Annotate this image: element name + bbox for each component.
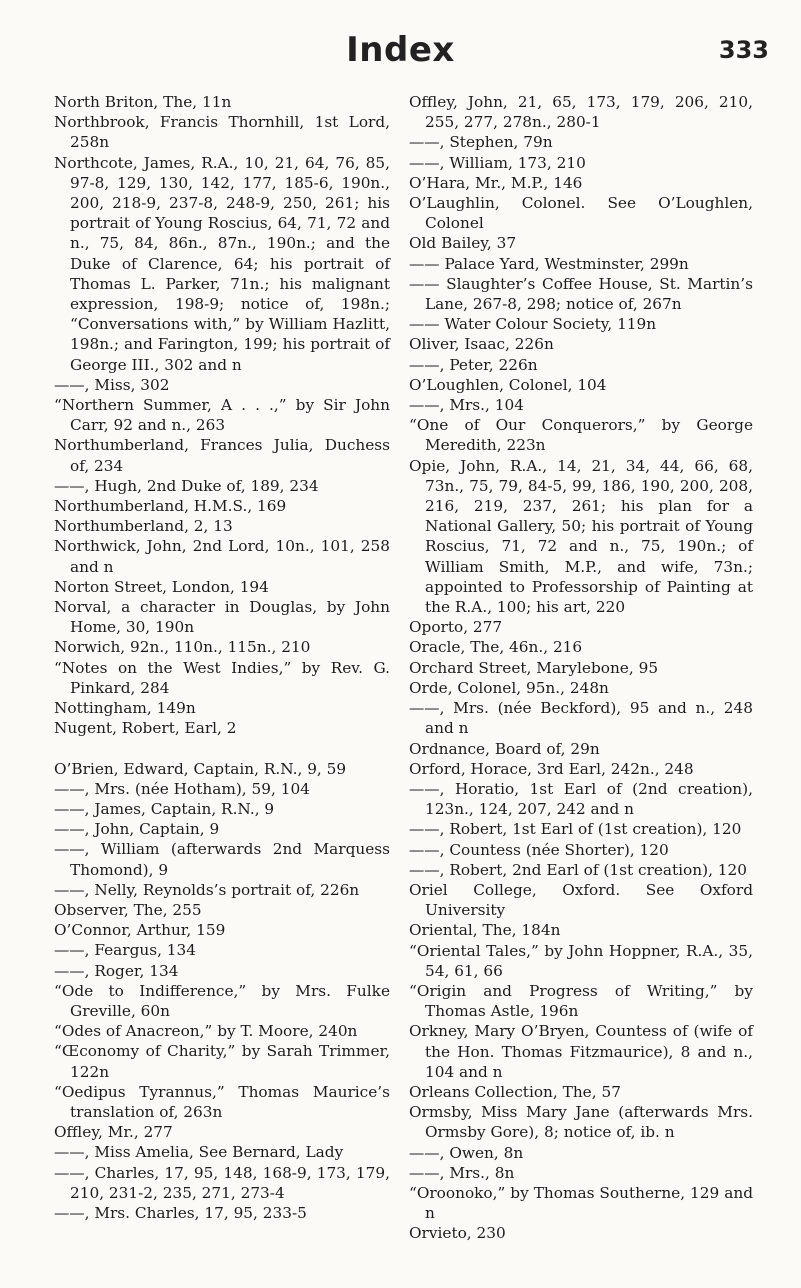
index-entry: “Origin and Progress of Writing,” by Thomas Astle, 196n bbox=[409, 981, 753, 1021]
index-entry: O’Hara, Mr., M.P., 146 bbox=[409, 173, 583, 192]
index-entry: ——, Owen, 8n bbox=[409, 1143, 524, 1162]
index-entry: “One of Our Conquerors,” by George Meredith, 223n bbox=[409, 416, 753, 455]
index-entry: ——, Stephen, 79n bbox=[409, 133, 553, 152]
index-entry: Oriental, The, 184n bbox=[409, 921, 561, 940]
index-entry: ——, Robert, 1st Earl of (1st creation), 120 bbox=[409, 820, 742, 839]
index-entry: Norwich, 92n., 110n., 115n., 210 bbox=[54, 638, 311, 657]
index-entry: “Œconomy of Charity,” by Sarah Trimmer, 122n bbox=[54, 1042, 390, 1081]
index-entry: Northumberland, H.M.S., 169 bbox=[54, 497, 287, 516]
index-entry: Oriel College, Oxford. See Oxford University bbox=[409, 880, 753, 920]
index-entry: ——, Feargus, 134 bbox=[54, 941, 196, 960]
index-entry: O’Connor, Arthur, 159 bbox=[54, 921, 226, 940]
index-entry: ——, William (afterwards 2nd Marquess Thomond), 9 bbox=[54, 840, 390, 879]
index-entry: Nugent, Robert, Earl, 2 bbox=[54, 719, 237, 738]
index-entry: —— Slaughter’s Coffee House, St. Martin’s Lane, 267-8, 298; notice of, 267n bbox=[409, 274, 753, 314]
index-entry: Orford, Horace, 3rd Earl, 242n., 248 bbox=[409, 759, 694, 778]
index-entry: Oporto, 277 bbox=[409, 618, 503, 637]
index-entry: ——, Mrs., 104 bbox=[409, 396, 524, 415]
index-entry: —— Palace Yard, Westminster, 299n bbox=[409, 254, 689, 273]
index-entry: Nottingham, 149n bbox=[54, 699, 196, 718]
index-entry: Norton Street, London, 194 bbox=[54, 577, 269, 596]
index-entry: Northumberland, Frances Julia, Duchess of, 234 bbox=[54, 436, 390, 475]
index-entry: Ordnance, Board of, 29n bbox=[409, 739, 600, 758]
index-entry: Northumberland, 2, 13 bbox=[54, 517, 233, 536]
index-entry: “Oedipus Tyrannus,” Thomas Maurice’s translation of, 263n bbox=[54, 1082, 390, 1121]
index-entry: ——, Countess (née Shorter), 120 bbox=[409, 840, 669, 859]
index-entry: ——, Hugh, 2nd Duke of, 189, 234 bbox=[54, 476, 319, 495]
index-entry: ——, William, 173, 210 bbox=[409, 153, 586, 172]
index-entry: Norval, a character in Douglas, by John Home, 30, 190n bbox=[54, 598, 390, 637]
index-entry: ——, James, Captain, R.N., 9 bbox=[54, 799, 275, 818]
index-entry: Northbrook, Francis Thornhill, 1st Lord, 258n bbox=[54, 113, 390, 152]
index-entry: Old Bailey, 37 bbox=[409, 234, 517, 253]
index-entry: Orkney, Mary O’Bryen, Countess of (wife of the Hon. Thomas Fitzmaurice), 8 and n., 104 and n bbox=[409, 1022, 753, 1081]
index-entry: ——, Miss, 302 bbox=[54, 375, 170, 394]
index-entry: ——, Mrs. Charles, 17, 95, 233-5 bbox=[54, 1203, 307, 1222]
index-entry: “Oroonoko,” by Thomas Southerne, 129 and n bbox=[409, 1183, 753, 1223]
index-entry: ——, Peter, 226n bbox=[409, 355, 538, 374]
index-entry: “Oriental Tales,” by John Hoppner, R.A., 35, 54, 61, 66 bbox=[409, 941, 753, 980]
page-header bbox=[0, 30, 801, 74]
index-entry: O’Brien, Edward, Captain, R.N., 9, 59 bbox=[54, 759, 347, 778]
index-entry: Orde, Colonel, 95n., 248n bbox=[409, 678, 609, 697]
page-number: 333 bbox=[718, 36, 769, 64]
index-entry: ——, Roger, 134 bbox=[54, 961, 179, 980]
index-entry: Observer, The, 255 bbox=[54, 900, 202, 919]
page-title: Index bbox=[346, 30, 455, 70]
index-entry: “Ode to Indifference,” by Mrs. Fulke Greville, 60n bbox=[54, 981, 390, 1020]
index-entry: Northcote, James, R.A., 10, 21, 64, 76, 85, 97-8, 129, 130, 142, 177, 185-6, 190n., 200, 218-9, 237-8, 248-9, 250, 261; his portrait of Young Roscius, 64, 71, 72 and n., 75, 84, 86n., 87n., 190n.; and the Duke of Clarence, 64; his portrait of Thomas L. Parker, 71n.; his malignant expression, 198-9; notice of, 198n.; “Conversations with,” by William Hazlitt, 198n.; and Farington, 199; his portrait of George III., 302 and n bbox=[54, 153, 390, 374]
index-entry: Orleans Collection, The, 57 bbox=[409, 1082, 621, 1101]
index-entry: Opie, John, R.A., 14, 21, 34, 44, 66, 68, 73n., 75, 79, 84-5, 99, 186, 190, 200, 208, 216, 219, 237, 261; his plan for a National Gallery, 50; his portrait of Young Roscius, 71, 72 and n., 75, 190n.; of William Smith, M.P., and wife, 73n.; appointed to Professorship of Painting at the R.A., 100; his art, 220 bbox=[409, 456, 753, 617]
index-entry: ——, John, Captain, 9 bbox=[54, 820, 220, 839]
index-column-right bbox=[409, 92, 753, 1244]
index-entry: ——, Horatio, 1st Earl of (2nd creation), 123n., 124, 207, 242 and n bbox=[409, 779, 753, 819]
index-entry: “Northern Summer, A . . .,” by Sir John Carr, 92 and n., 263 bbox=[54, 396, 390, 435]
index-entry: “Odes of Anacreon,” by T. Moore, 240n bbox=[54, 1022, 358, 1041]
index-entry: ——, Mrs. (née Beckford), 95 and n., 248 and n bbox=[409, 699, 753, 738]
index-entry: Orvieto, 230 bbox=[409, 1224, 506, 1243]
index-column-left bbox=[54, 92, 390, 1223]
index-entry: ——, Robert, 2nd Earl of (1st creation), 120 bbox=[409, 860, 748, 879]
index-entry: O’Laughlin, Colonel. See O’Loughlen, Colonel bbox=[409, 194, 753, 233]
index-entry: Oracle, The, 46n., 216 bbox=[409, 638, 583, 657]
index-entry: North Briton, The, 11n bbox=[54, 93, 232, 111]
index-entry: O’Loughlen, Colonel, 104 bbox=[409, 375, 607, 394]
index-entry: Offley, John, 21, 65, 173, 179, 206, 210, 255, 277, 278n., 280-1 bbox=[409, 93, 753, 132]
index-entry: Northwick, John, 2nd Lord, 10n., 101, 258 and n bbox=[54, 537, 390, 576]
index-entry: ——, Mrs. (née Hotham), 59, 104 bbox=[54, 779, 310, 798]
index-entry: ——, Charles, 17, 95, 148, 168-9, 173, 179, 210, 231-2, 235, 271, 273-4 bbox=[54, 1163, 390, 1202]
index-entry: Offley, Mr., 277 bbox=[54, 1123, 173, 1142]
index-entry: —— Water Colour Society, 119n bbox=[409, 315, 657, 334]
index-entry: “Notes on the West Indies,” by Rev. G. Pinkard, 284 bbox=[54, 658, 390, 697]
index-entry: Orchard Street, Marylebone, 95 bbox=[409, 658, 659, 677]
index-entry: ——, Nelly, Reynolds’s portrait of, 226n bbox=[54, 880, 360, 899]
index-entry: Ormsby, Miss Mary Jane (afterwards Mrs. Ormsby Gore), 8; notice of, ib. n bbox=[409, 1103, 753, 1142]
index-entry: Oliver, Isaac, 226n bbox=[409, 335, 554, 354]
index-entry: ——, Mrs., 8n bbox=[409, 1163, 515, 1182]
index-entry: ——, Miss Amelia, See Bernard, Lady bbox=[54, 1143, 344, 1162]
